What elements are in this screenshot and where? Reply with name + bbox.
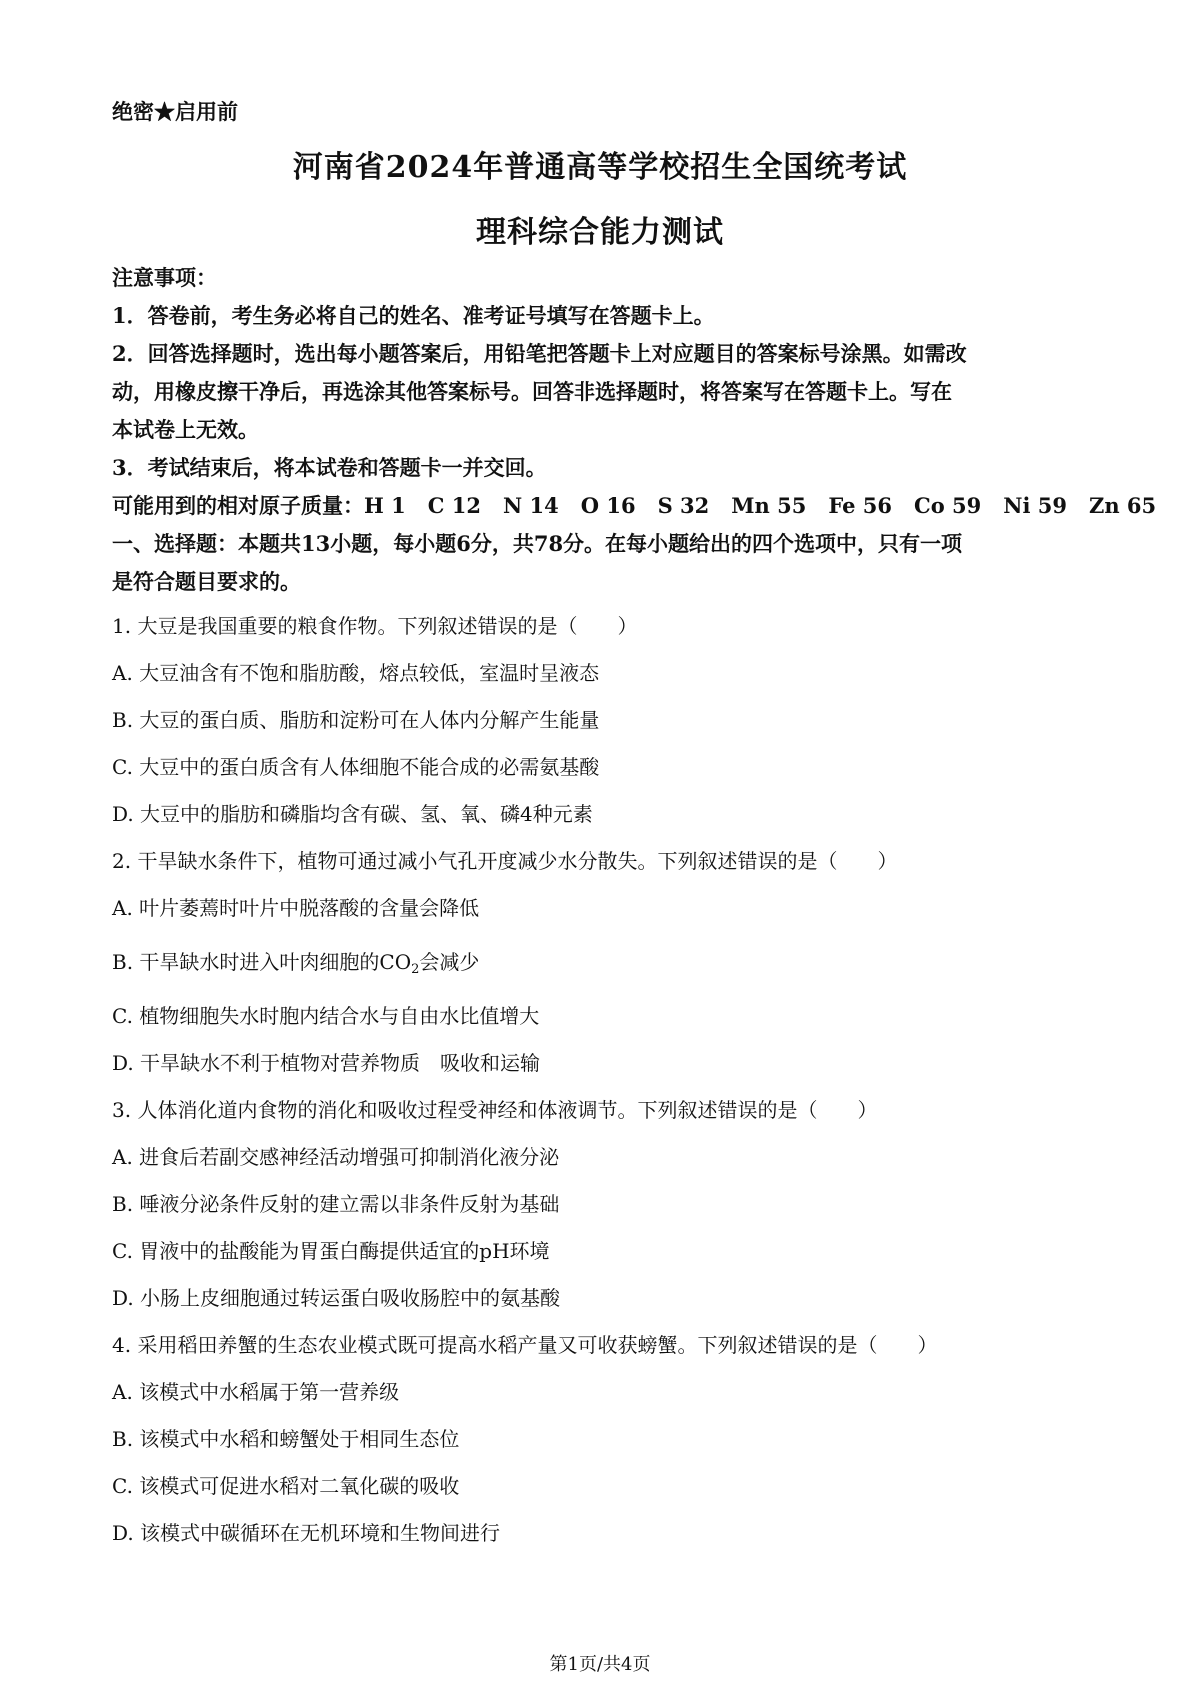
question-1-option-a: A. 大豆油含有不饱和脂肪酸，熔点较低，室温时呈液态 (112, 661, 600, 685)
element-h: H 1 (364, 493, 406, 518)
question-1-option-d: D. 大豆中的脂肪和磷脂均含有碳、氢、氧、磷4种元素 (112, 802, 593, 826)
atomic-mass-line (112, 490, 1156, 520)
question-2-option-b-text: B. 干旱缺水时进入叶肉细胞的CO (112, 950, 412, 974)
notice-item-2-line-3: 本试卷上无效。 (112, 417, 259, 442)
element-n: N 14 (503, 493, 559, 518)
element-c: C 12 (427, 493, 482, 518)
exam-title: 河南省2024年普通高等学校招生全国统考试 (292, 150, 908, 185)
question-3-option-a: A. 进食后若副交感神经活动增强可抑制消化液分泌 (112, 1145, 560, 1169)
question-2-stem: 2. 干旱缺水条件下，植物可通过减小气孔开度减少水分散失。下列叙述错误的是（ ） (112, 849, 898, 873)
question-1-option-b: B. 大豆的蛋白质、脂肪和淀粉可在人体内分解产生能量 (112, 708, 600, 732)
question-4-option-c: C. 该模式可促进水稻对二氧化碳的吸收 (112, 1474, 460, 1498)
element-o: O 16 (580, 493, 636, 518)
question-4-stem: 4. 采用稻田养蟹的生态农业模式既可提高水稻产量又可收获螃蟹。下列叙述错误的是（ ） (112, 1333, 938, 1357)
element-mn: Mn 55 (731, 493, 807, 518)
notice-item-2-line-2: 动，用橡皮擦干净后，再选涂其他答案标号。回答非选择题时，将答案写在答题卡上。写在 (112, 379, 952, 404)
question-2-option-b-subscript: 2 (411, 962, 420, 977)
question-3-option-b: B. 唾液分泌条件反射的建立需以非条件反射为基础 (112, 1192, 560, 1216)
question-3-option-c: C. 胃液中的盐酸能为胃蛋白酶提供适宜的pH环境 (112, 1239, 550, 1263)
page-number: 第1页/共4页 (549, 1654, 651, 1675)
question-1-option-c: C. 大豆中的蛋白质含有人体细胞不能合成的必需氨基酸 (112, 755, 600, 779)
atomic-mass-label: 可能用到的相对原子质量： (112, 493, 364, 518)
question-2-option-d: D. 干旱缺水不利于植物对营养物质 吸收和运输 (112, 1051, 541, 1075)
exam-subtitle: 理科综合能力测试 (476, 215, 724, 250)
question-2-option-b (112, 946, 479, 977)
section-heading-line-1: 一、选择题：本题共13小题，每小题6分，共78分。在每小题给出的四个选项中，只有一项 (112, 531, 963, 556)
question-4-option-a: A. 该模式中水稻属于第一营养级 (112, 1380, 400, 1404)
element-s: S 32 (657, 493, 710, 518)
question-3-stem: 3. 人体消化道内食物的消化和吸收过程受神经和体液调节。下列叙述错误的是（ ） (112, 1098, 878, 1122)
question-4-option-d: D. 该模式中碳循环在无机环境和生物间进行 (112, 1521, 501, 1545)
question-2-option-a: A. 叶片萎蔫时叶片中脱落酸的含量会降低 (112, 896, 480, 920)
secret-label: 绝密★启用前 (112, 99, 238, 124)
element-co: Co 59 (914, 493, 982, 518)
question-1-stem: 1. 大豆是我国重要的粮食作物。下列叙述错误的是（ ） (112, 614, 638, 638)
question-4-option-b: B. 该模式中水稻和螃蟹处于相同生态位 (112, 1427, 460, 1451)
element-zn: Zn 65 (1088, 493, 1157, 518)
question-3-option-d: D. 小肠上皮细胞通过转运蛋白吸收肠腔中的氨基酸 (112, 1286, 561, 1310)
question-2-option-b-tail: 会减少 (419, 950, 480, 974)
notice-item-1: 1．答卷前，考生务必将自己的姓名、准考证号填写在答题卡上。 (112, 303, 715, 328)
notice-heading: 注意事项： (112, 265, 217, 290)
section-heading-line-2: 是符合题目要求的。 (112, 569, 301, 594)
notice-item-2-line-1: 2．回答选择题时，选出每小题答案后，用铅笔把答题卡上对应题目的答案标号涂黑。如需改 (112, 341, 967, 366)
element-ni: Ni 59 (1003, 493, 1067, 518)
element-fe: Fe 56 (828, 493, 892, 518)
notice-item-3: 3．考试结束后，将本试卷和答题卡一并交回。 (112, 455, 547, 480)
question-2-option-c: C. 植物细胞失水时胞内结合水与自由水比值增大 (112, 1004, 540, 1028)
